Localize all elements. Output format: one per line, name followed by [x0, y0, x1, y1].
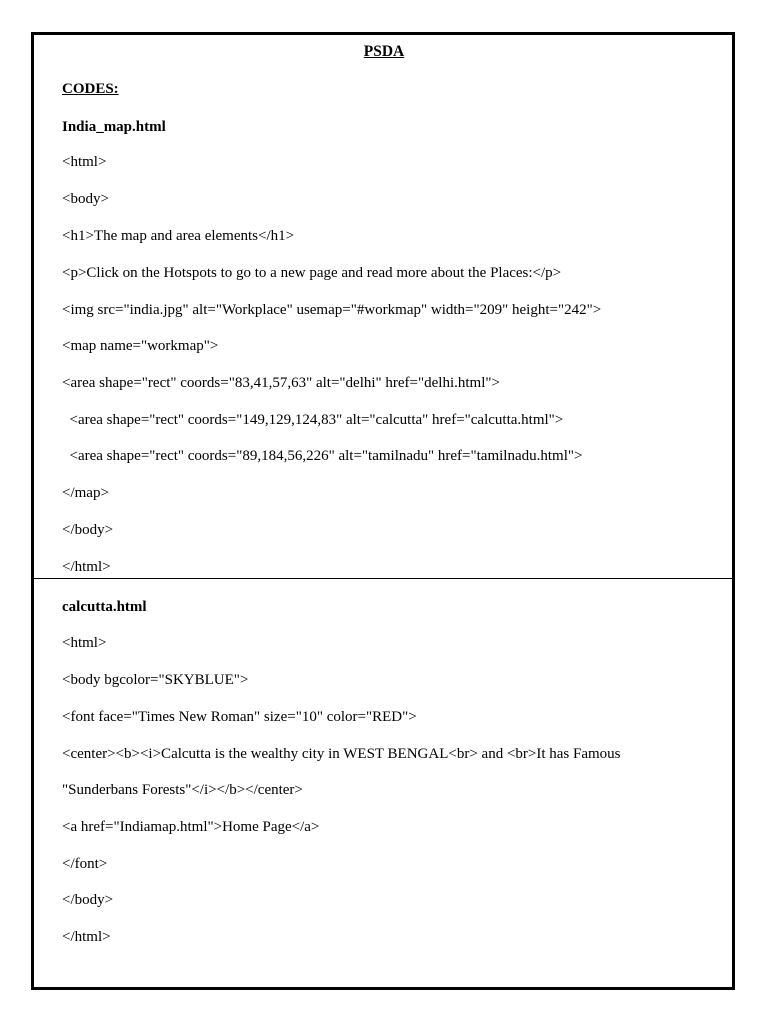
code-line: <font face="Times New Roman" size="10" color="RED"> [62, 709, 417, 725]
code-line: <html> [62, 635, 107, 651]
code-line: <a href="Indiamap.html">Home Page</a> [62, 819, 320, 835]
codes-heading: CODES: [62, 81, 119, 97]
code-line: </body> [62, 892, 114, 908]
code-line: <html> [62, 154, 107, 170]
code-line: <area shape="rect" coords="89,184,56,226" alt="tamilnadu" href="tamilnadu.html"> [62, 448, 583, 464]
code-line: </html> [62, 929, 111, 945]
file1-name: India_map.html [62, 119, 166, 135]
section-divider [34, 578, 733, 579]
code-line: <area shape="rect" coords="83,41,57,63" alt="delhi" href="delhi.html"> [62, 375, 500, 391]
code-line: </map> [62, 485, 109, 501]
code-line: <body> [62, 191, 109, 207]
code-line: "Sunderbans Forests"</i></b></center> [62, 782, 303, 798]
code-line: <area shape="rect" coords="149,129,124,83" alt="calcutta" href="calcutta.html"> [62, 412, 564, 428]
code-line: </body> [62, 522, 114, 538]
code-line: </font> [62, 856, 108, 872]
code-line: <map name="workmap"> [62, 338, 219, 354]
code-line: <img src="india.jpg" alt="Workplace" usemap="#workmap" width="209" height="242"> [62, 302, 602, 318]
file2-name: calcutta.html [62, 599, 147, 615]
page-border [31, 32, 735, 990]
code-line: </html> [62, 559, 111, 575]
code-line: <p>Click on the Hotspots to go to a new page and read more about the Places:</p> [62, 265, 562, 281]
document-title: PSDA [363, 43, 405, 60]
code-line: <center><b><i>Calcutta is the wealthy city in WEST BENGAL<br> and <br>It has Famous [62, 746, 621, 762]
code-line: <h1>The map and area elements</h1> [62, 228, 295, 244]
code-line: <body bgcolor="SKYBLUE"> [62, 672, 249, 688]
